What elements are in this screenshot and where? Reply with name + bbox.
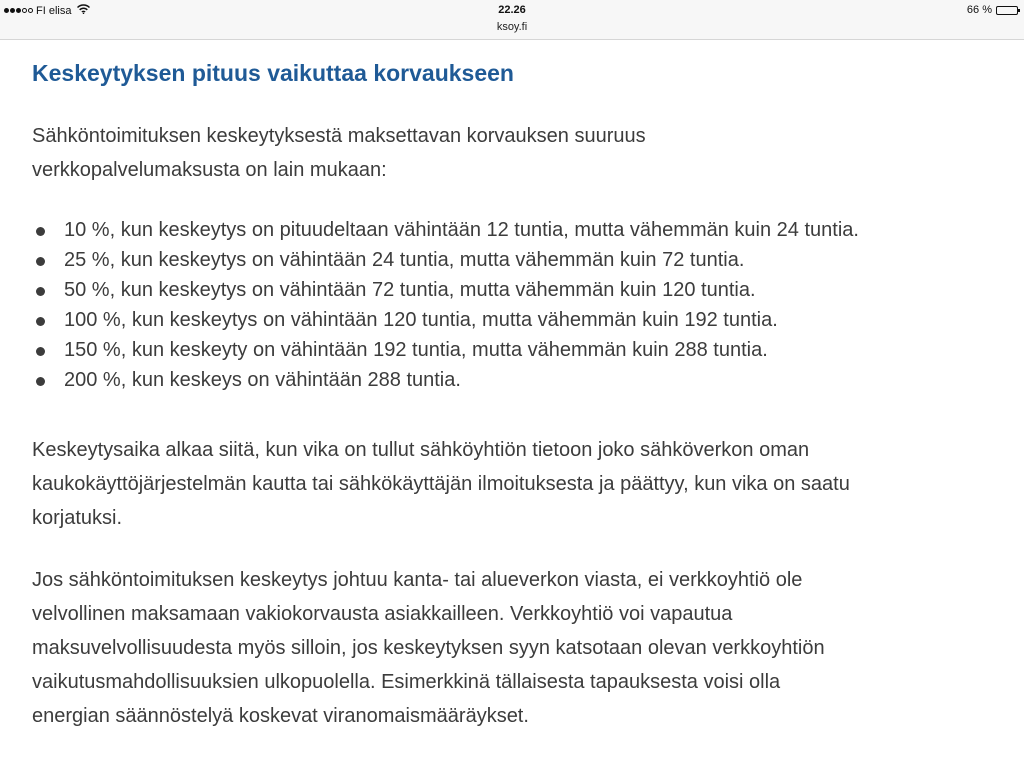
list-item (32, 335, 859, 365)
bullet-dot-icon (36, 287, 45, 296)
compensation-list (32, 215, 859, 395)
battery-area (967, 4, 1018, 16)
address-bar-url[interactable]: ksoy.fi (496, 21, 528, 33)
list-item (32, 245, 859, 275)
text-line: vaikutusmahdollisuuksien ulkopuolella. Esimerkkinä tällaisesta tapauksesta voisi olla (32, 671, 781, 693)
text-line: verkkopalvelumaksusta on lain mukaan: (32, 159, 387, 181)
bullet-dot-icon (36, 227, 45, 236)
battery-tip (1018, 9, 1020, 12)
status-bar (0, 0, 1024, 40)
text-line: korjatuksi. (32, 507, 123, 529)
bullet-dot-icon (36, 257, 45, 266)
battery-icon (996, 6, 1018, 15)
battery-percentage: 66 % (966, 4, 992, 16)
bullet-dot-icon (36, 317, 45, 326)
list-item-text: 200 %, kun keskeys on vähintään 288 tuntia. (64, 369, 461, 391)
interruption-time-paragraph (32, 433, 850, 535)
list-item-text: 150 %, kun keskeyty on vähintään 192 tuntia, mutta vähemmän kuin 288 tuntia. (64, 339, 768, 361)
text-line: Keskeytysaika alkaa siitä, kun vika on tullut sähköyhtiön tietoon joko sähköverkon oman (32, 439, 810, 461)
text-line: energian säännöstelyä koskevat viranomaismääräykset. (32, 705, 529, 727)
exceptions-paragraph (32, 563, 825, 733)
list-item-text: 25 %, kun keskeytys on vähintään 24 tuntia, mutta vähemmän kuin 72 tuntia. (64, 249, 745, 271)
page-title: Keskeytyksen pituus vaikuttaa korvaukseen (32, 60, 514, 86)
list-item (32, 305, 859, 335)
text-line: Jos sähköntoimituksen keskeytys johtuu kanta- tai alueverkon viasta, ei verkkoyhtiö ole (32, 569, 803, 591)
list-item (32, 275, 859, 305)
text-line: Sähköntoimituksen keskeytyksestä maksettavan korvauksen suuruus (32, 125, 646, 147)
bullet-dot-icon (36, 347, 45, 356)
list-item-text: 10 %, kun keskeytys on pituudeltaan vähintään 12 tuntia, mutta vähemmän kuin 24 tuntia. (64, 219, 859, 241)
intro-paragraph (32, 119, 646, 187)
clock: 22.26 (498, 4, 526, 16)
text-line: kaukokäyttöjärjestelmän kautta tai sähkökäyttäjän ilmoituksesta ja päättyy, kun vika on saatu (32, 473, 850, 495)
list-item (32, 215, 859, 245)
bullet-dot-icon (36, 377, 45, 386)
text-line: maksuvelvollisuudesta myös silloin, jos keskeytyksen syyn katsotaan olevan verkkoyhtiön (32, 637, 825, 659)
text-line: velvollinen maksamaan vakiokorvausta asiakkailleen. Verkkoyhtiö voi vapautua (32, 603, 733, 625)
carrier-name: FI elisa (36, 4, 72, 17)
list-item-text: 100 %, kun keskeytys on vähintään 120 tuntia, mutta vähemmän kuin 192 tuntia. (64, 309, 778, 331)
list-item (32, 365, 859, 395)
list-item-text: 50 %, kun keskeytys on vähintään 72 tuntia, mutta vähemmän kuin 120 tuntia. (64, 279, 756, 301)
